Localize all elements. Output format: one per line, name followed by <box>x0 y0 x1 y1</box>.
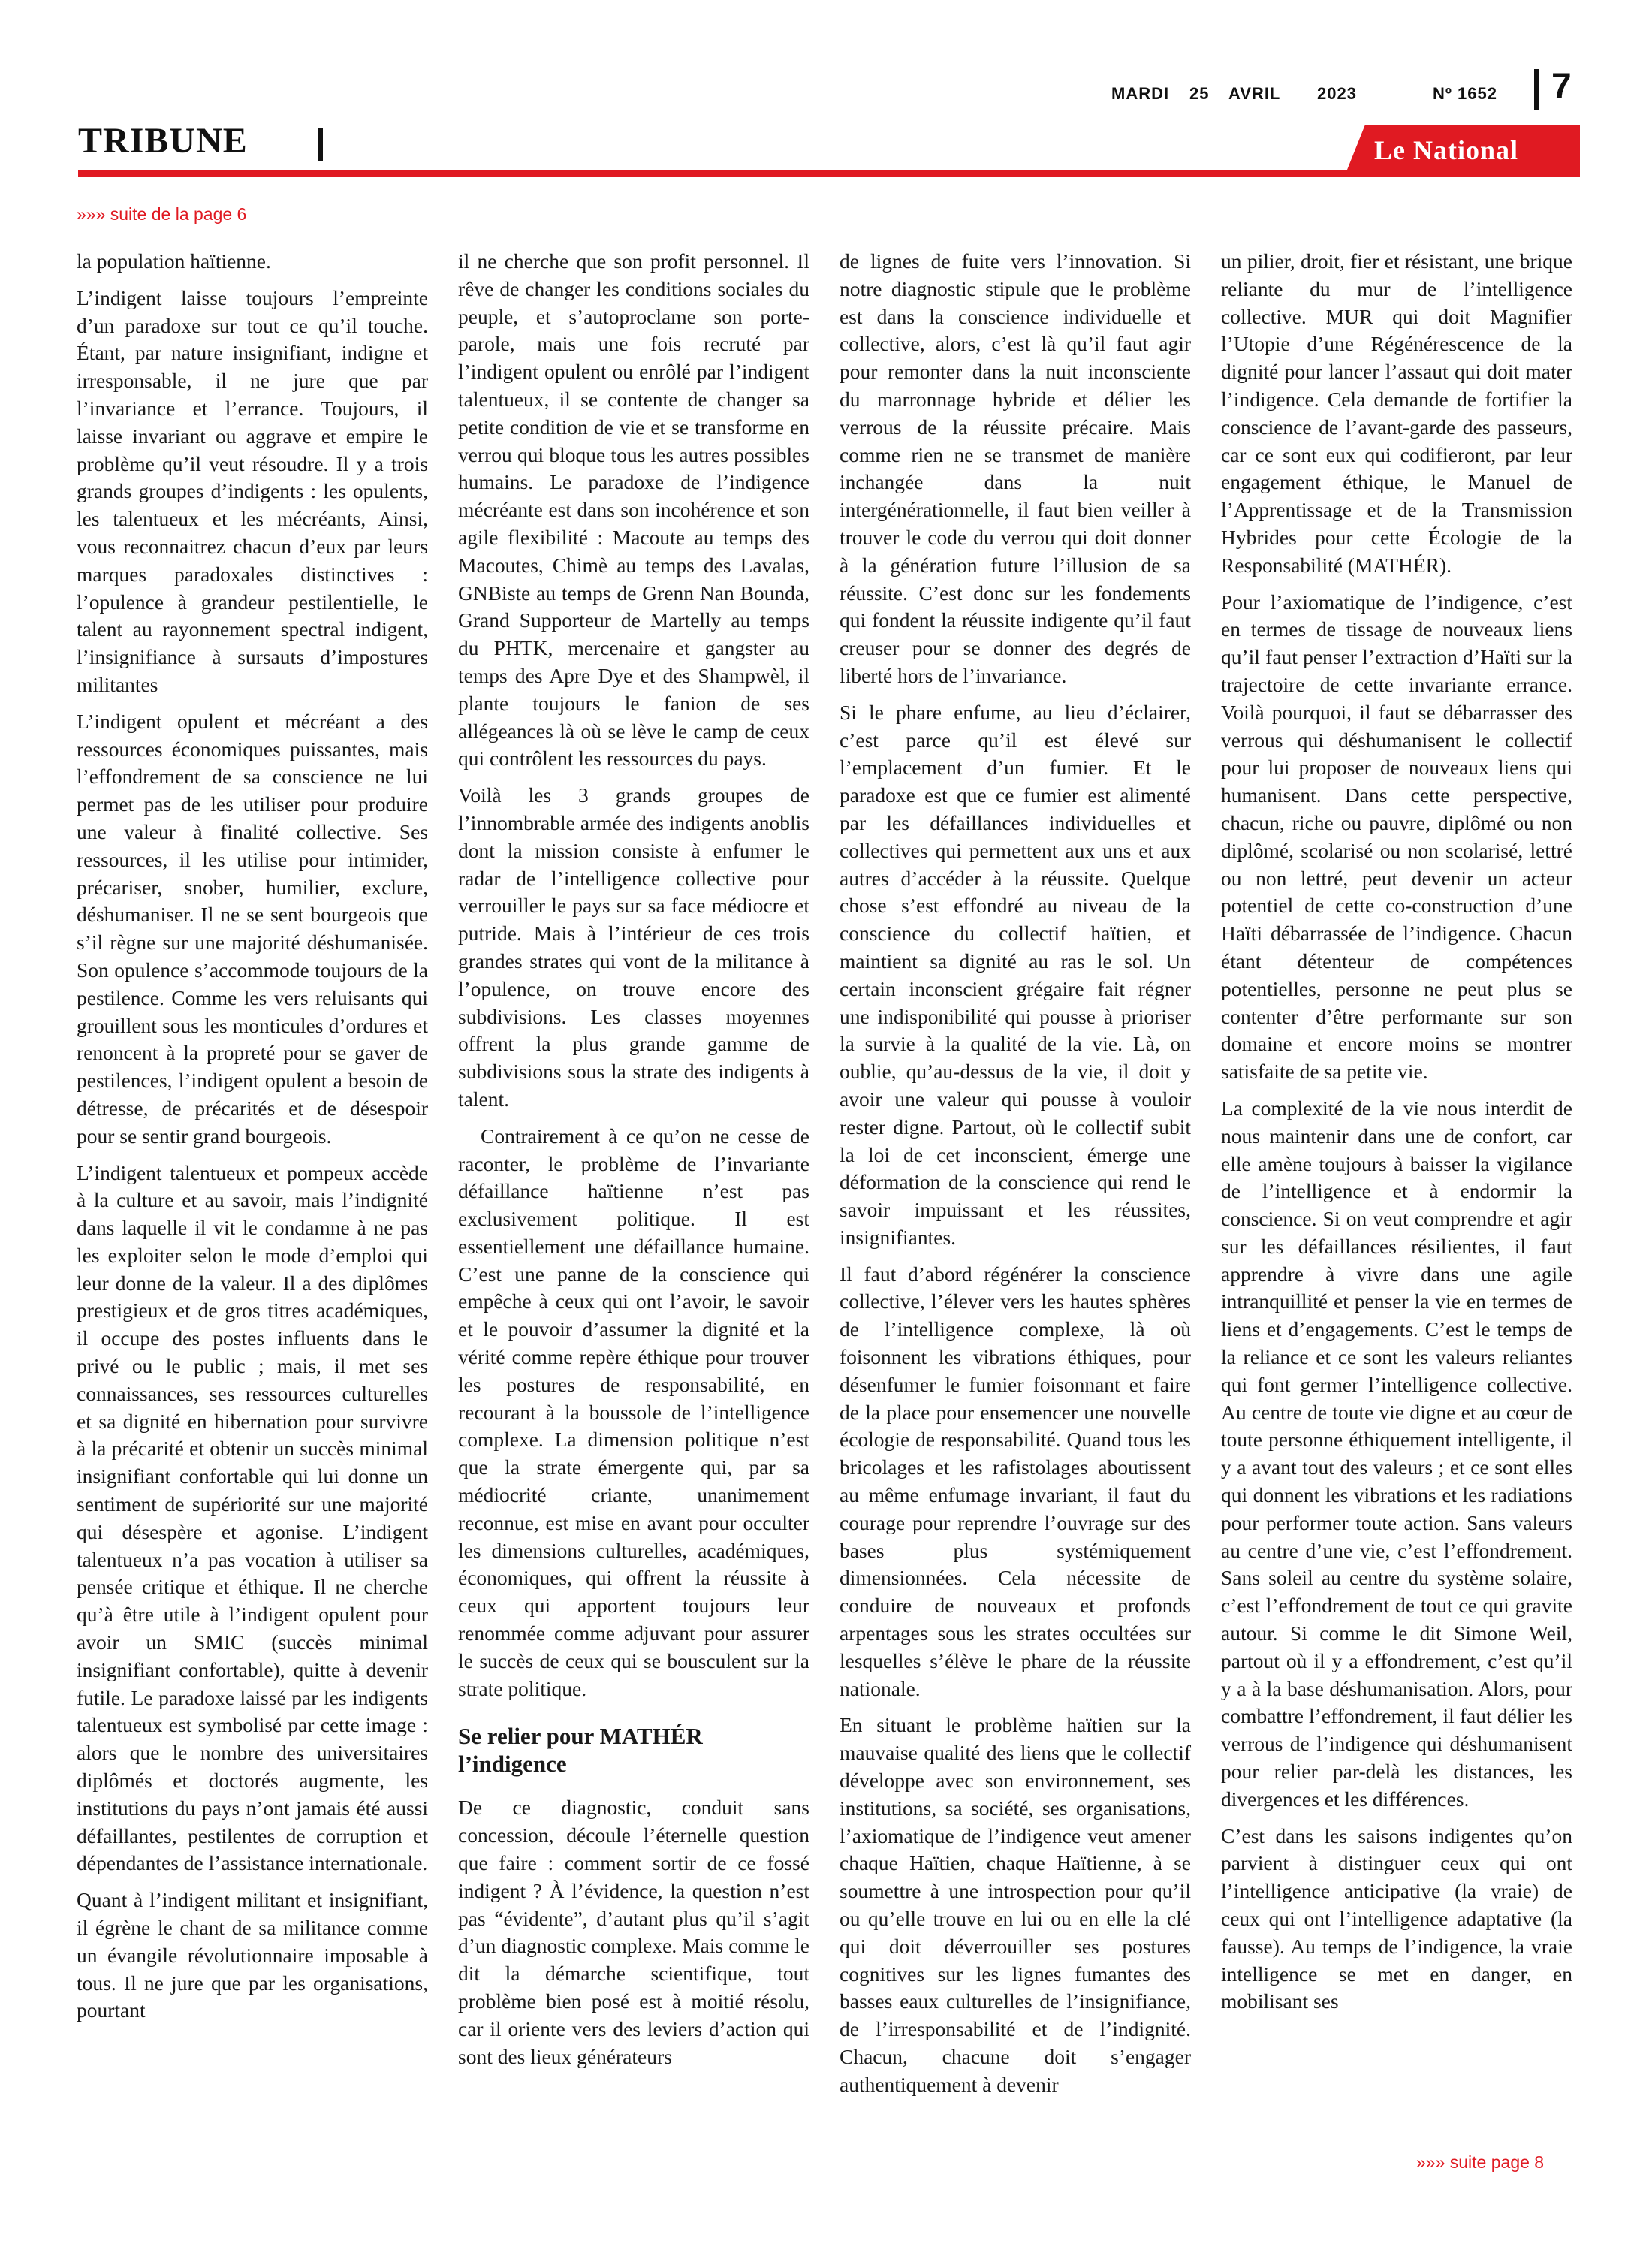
paragraph: Si le phare enfume, au lieu d’éclairer, c’est parce qu’il est élevé sur l’emplacement d’un fumier. Et le paradoxe est que ce fumier est alimenté par les défaillances individuelles et collectives qui permettent aux uns et aux autres d’accéder à la réussite. Quelque chose s’est effondré au niveau de la conscience du collectif haïtien, et maintient sa dignité au ras le sol. Un certain inconscient grégaire fait régner une indisponibilité qui pousse à prioriser la survie à la qualité de la vie. Là, on oublie, qu’au-dessus de la vie, il doit y avoir une valeur qui pousse à vouloir rester digne. Partout, où le collectif subit la loi de cet inconscient, émerge une déformation de la conscience qui rend le savoir impuissant et les réussites, insignifiantes. <box>840 700 1191 1249</box>
continued-from-link[interactable]: »»» suite de la page 6 <box>77 204 247 224</box>
paragraph: Pour l’axiomatique de l’indigence, c’est en termes de tissage de nouveaux liens qu’il faut penser l’extraction d’Haïti sur la trajectoire de cette invariante errance. Voilà pourquoi, il faut se débarrasser des verrous qui déshumanisent le collectif pour lui proposer de nouveaux liens qui humanisent. Dans cette perspective, chacun, riche ou pauvre, diplômé ou non diplômé, scolarisé ou non scolarisé, lettré ou non lettré, peut devenir un acteur potentiel de cette co-construction d’une Haïti débarrassée de l’indigence. Chacun étant détenteur de compétences potentielles, personne ne peut plus se contenter d’être performante sur son domaine et encore moins se montrer satisfaite de sa petite vie. <box>1221 590 1572 1084</box>
paragraph: L’indigent talentueux et pompeux accède à la culture et au savoir, mais l’indignité dans laquelle il vit le condamne à ne pas les exploiter selon le mode d’emploi qui leur donne de la valeur. Il a des diplômes prestigieux et de gros titres académiques, il occupe des postes influents dans le privé ou le public ; mais, il met ses connaissances, ses ressources culturelles et sa dignité en hibernation pour survivre à la précarité et obtenir un succès minimal insignifiant confortable qui lui donne un sentiment de supériorité sur une majorité qui désespère et agonise. L’indigent talentueux n’a pas vocation à utiliser sa pensée critique et éthique. Il ne cherche qu’à être utile à l’indigent opulent pour avoir un SMIC (succès minimal insignifiant confortable), quitte à devenir futile. Le paradoxe laissé par les indigents talentueux est symbolisé par cette image : alors que le nombre des universitaires diplômés et doctorés augmente, les institutions du pays n’ont jamais été aussi défaillantes, pestilentes de corruption et dépendantes de l’assistance internationale. <box>77 1160 428 1875</box>
paragraph: il ne cherche que son profit personnel. Il rêve de changer les conditions sociales du peuple, et s’autoproclame son porte-parole, mais une fois recruté par l’indigent opulent ou enrôlé par l’indigent talentueux, il se contente de changer sa petite condition de vie et se transforme en verrou qui bloque tous les autres possibles humains. Le paradoxe de l’indigence mécréante est dans son incohérence et son agile flexibilité : Macoute au temps des Macoutes, Chimè au temps des Lavalas, GNBiste au temps de Grenn Nan Bounda, Grand Supporteur de Martelly au temps du PHTK, mercenaire et gangster au temps des Apre Dye et des Shampwèl, il plante toujours le fanion de ses allégeances là où se lève le camp de ceux qui contrôlent les ressources du pays. <box>458 249 809 771</box>
issue-number: Nº 1652 <box>1433 84 1497 103</box>
date-month: AVRIL <box>1228 84 1281 103</box>
header-divider <box>1534 69 1539 110</box>
date-number: 25 <box>1189 84 1210 103</box>
paragraph: Voilà les 3 grands groupes de l’innombrable armée des indigents anoblis dont la mission consiste à enfumer le radar de l’intelligence collective pour verrouiller le pays sur sa face médiocre et putride. Mais à l’intérieur de ces trois grandes strates qui vont de la militance à l’opulence, on trouve encore des subdivisions. Les classes moyennes offrent la plus grande gamme de subdivisions sous la strate des indigents à talent. <box>458 783 809 1111</box>
date-day: MARDI <box>1111 84 1170 103</box>
article-column-2 <box>458 248 809 2080</box>
article-column-3 <box>840 248 1191 2108</box>
article-column-1 <box>77 248 428 2034</box>
paragraph: Quant à l’indigent militant et insignifiant, il égrène le chant de sa militance comme un évangile révolutionnaire imposable à tous. Il ne jure que par les organisations, pourtant <box>77 1888 428 2022</box>
paragraph: de lignes de fuite vers l’innovation. Si notre diagnostic stipule que le problème est dans la conscience individuelle et collective, alors, c’est là qu’il faut agir pour remonter dans la nuit inconsciente du marronnage hybride et délier les verrous de la réussite précaire. Mais comme rien ne se transmet de manière inchangée dans la nuit intergénérationnelle, il faut bien veiller à trouver le code du verrou qui doit donner à la génération future l’illusion de sa réussite. C’est donc sur les fondements qui fondent la réussite indigente qu’il faut creuser pour se donner des degrés de liberté hors de l’invariance. <box>840 249 1191 687</box>
article-column-4 <box>1221 248 1572 2025</box>
paragraph: la population haïtienne. <box>77 249 271 273</box>
section-divider <box>318 128 323 161</box>
paragraph: L’indigent laisse toujours l’empreinte d’un paradoxe sur tout ce qu’il touche. Étant, par nature insignifiant, indigne et irresponsable, il ne jure que par l’invariance et l’errance. Toujours, il laisse invariant ou aggrave et empire le problème qu’il veut résoudre. Il y a trois grands groupes d’indigents : les opulents, les talentueux et les mécréants, Ainsi, vous reconnaitrez chacun d’eux par leurs marques paradoxales distinctives : l’opulence à grandeur pestilentielle, le talent au rayonnement spectral indigent, l’insignifiance à sursauts d’impostures militantes <box>77 285 428 696</box>
paragraph: C’est dans les saisons indigentes qu’on parvient à distinguer ceux qui ont l’intelligence anticipative (la vraie) de ceux qui ont l’intelligence adaptative (la fausse). Au temps de l’indigence, la vraie intelligence se met en danger, en mobilisant ses <box>1221 1823 1572 2013</box>
subheading: Se relier pour MATHÉR l’indigence <box>458 1723 703 1778</box>
paragraph: un pilier, droit, fier et résistant, une brique reliante du mur de l’intelligence collective. MUR qui doit Magnifier l’Utopie d’une Régénérescence de la dignité pour lancer l’assaut qui doit mater l’indigence. Cela demande de fortifier la conscience de l’avant-garde des passeurs, car ce sont eux qui codifieront, par leur engagement éthique, le Manuel de l’Apprentissage et de la Transmission Hybrides pour cette Écologie de la Responsabilité (MATHÉR). <box>1221 249 1572 577</box>
paragraph: En situant le problème haïtien sur la mauvaise qualité des liens que le collectif développe avec son environnement, ses institutions, sa société, ses organisations, l’axiomatique de l’indigence veut amener chaque Haïtien, chaque Haïtienne, à se soumettre à une introspection pour qu’il ou qu’elle trouve en lui ou en elle la clé qui doit déverrouiller ses postures cognitives sur les lignes fumantes des basses eaux culturelles de l’insignifiance, de l’irresponsabilité et de l’indignité. Chacun, chacune doit s’engager authentiquement à devenir <box>840 1713 1191 2096</box>
paragraph: La complexité de la vie nous interdit de nous maintenir dans une de confort, car elle amène toujours à baisser la vigilance de l’intelligence et à endormir la conscience. Si on veut comprendre et agir sur les défaillances résilientes, il faut apprendre à vivre dans une agile intranquillité et penser la vie en termes de liens et d’engagements. C’est le temps de la reliance et ce sont les valeurs reliantes qui font germer l’intelligence collective. Au centre de toute vie digne et au cœur de toute personne éthiquement intelligente, il y a avant tout des valeurs ; et ce sont elles qui donnent les vibrations et les radiations pour performer toute action. Sans valeurs au centre d’une vie, c’est l’effondrement. Sans soleil au centre du système solaire, c’est l’effondrement de tout ce qui gravite autour. Si comme le dit Simone Weil, partout où il y a effondrement, c’est qu’il y a à la base déshumanisation. Alors, pour combattre l’effondrement, il faut délier les verrous de l’indigence qui déshumanisent pour relier par-delà les distances, les divergences et les différences. <box>1221 1096 1572 1811</box>
date-year: 2023 <box>1317 84 1357 103</box>
paragraph: L’indigent opulent et mécréant a des ressources économiques puissantes, mais l’effondrement de sa conscience ne lui permet pas de les utiliser pour produire une valeur à finalité collective. Ses ressources, il les utilise pour intimider, précariser, snober, humilier, exclure, déshumaniser. Il ne se sent bourgeois que s’il règne sur une majorité déshumanisée. Son opulence s’accommode toujours de la pestilence. Comme les vers reluisants qui grouillent sous les monticules d’ordures et renoncent à la propreté pour se gaver de pestilences, l’indigent opulent a besoin de détresse, de précarités et de désespoir pour se sentir grand bourgeois. <box>77 709 428 1148</box>
paragraph: Il faut d’abord régénérer la conscience collective, l’élever vers les hautes sphères de l’intelligence complexe, là où foisonnent les vibrations éthiques, pour désenfumer le fumier foisonnant et faire de la place pour ensemencer une nouvelle écologie de responsabilité. Quand tous les bricolages et les rafistolages aboutissent au même enfumage invariant, il faut du courage pour reprendre l’ouvrage sur des bases plus systémiquement dimensionnées. Cela nécessite de conduire de nouveaux et profonds arpentages sous les strates occultées sur lesquelles s’élève le phare de la réussite nationale. <box>840 1262 1191 1700</box>
paragraph: De ce diagnostic, conduit sans concession, découle l’éternelle question que faire : comment sortir de ce fossé indigent ? À l’évidence, la question n’est pas “évidente”, d’autant plus qu’il s’agit d’un diagnostic complexe. Mais comme le dit la démarche scientifique, tout problème bien posé est à moitié résolu, car il oriente vers des leviers d’action qui sont des lieux générateurs <box>458 1796 809 2068</box>
paragraph: Contrairement à ce qu’on ne cesse de raconter, le problème de l’invariante défaillance haïtienne n’est pas exclusivement politique. Il est essentiellement une défaillance humaine. C’est une panne de la conscience qui empêche à ceux qui ont l’avoir, le savoir et le pouvoir d’assumer la dignité et la vérité comme repère éthique pour trouver les postures de responsabilité, en recourant à la boussole de l’intelligence complexe. La dimension politique n’est que la strate émergente qui, par sa médiocrité criante, unanimement reconnue, est mise en avant pour occulter les dimensions culturelles, académiques, économiques, qui offrent la réussite à ceux qui apportent toujours leur renommée comme adjuvant pour assurer le succès de ceux qui se bousculent sur la strate politique. <box>458 1123 809 1700</box>
masthead-name: Le National <box>1374 135 1519 165</box>
section-title: TRIBUNE <box>78 121 248 161</box>
continued-to-link[interactable]: »»» suite page 8 <box>1416 2152 1545 2172</box>
page-header <box>0 0 1652 195</box>
page-number: 7 <box>1551 67 1572 107</box>
